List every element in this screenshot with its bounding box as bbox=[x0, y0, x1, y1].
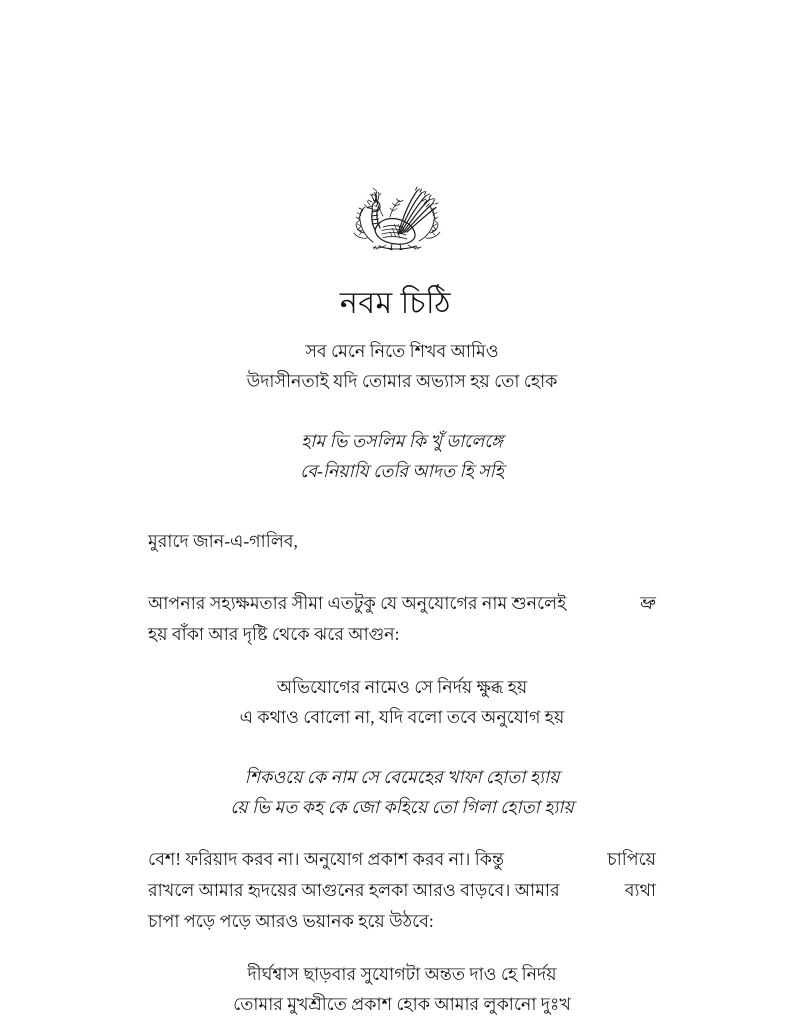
paragraph-one-line-1 bbox=[148, 588, 656, 619]
transliteration-block-two bbox=[148, 762, 656, 822]
verse-block-one bbox=[148, 336, 656, 396]
translit-two-line-2: য়ে ভি মত কহ কে জো কহিয়ে তো গিলা হোতা হ্যায় bbox=[230, 797, 574, 817]
page-title: নবম চিঠি bbox=[339, 287, 452, 321]
paragraph-two-line-1-b: চাপিয়ে bbox=[607, 849, 656, 869]
paragraph-two-line-2 bbox=[148, 875, 656, 906]
verse-two-line-1: অভিযোগের নামেও সে নির্দয় ক্ষুব্ধ হয় bbox=[276, 677, 528, 697]
paragraph-two-line-3: চাপা পড়ে পড়ে আরও ভয়ানক হয়ে উঠবে: bbox=[148, 911, 434, 931]
spacer bbox=[148, 822, 656, 844]
verse-one-line-1: সব মেনে নিতে শিখব আমিও bbox=[305, 341, 499, 361]
spacer bbox=[148, 573, 656, 588]
spacer bbox=[148, 486, 656, 508]
paragraph-one-line-2: হয় বাঁকা আর দৃষ্টি থেকে ঝরে আগুন: bbox=[148, 624, 400, 644]
translit-one-line-2: বে-নিয়াযি তেরি আদত হি সহি bbox=[300, 461, 504, 481]
translit-one-line-1: হাম ভি তসলিম কি খুঁ ডালেঙ্গে bbox=[301, 431, 503, 451]
transliteration-block-one bbox=[148, 426, 656, 486]
verse-three-line-1: দীর্ঘশ্বাস ছাড়বার সুযোগটা অন্তত দাও হে নির্দয় bbox=[247, 964, 557, 984]
translit-two-line-1: শিকওয়ে কে নাম সে বেমেহের খাফা হোতা হ্যায় bbox=[244, 767, 560, 787]
paragraph-two bbox=[148, 844, 656, 937]
paragraph-two-line-2-b: ব্যথা bbox=[624, 880, 656, 900]
paragraph-one bbox=[148, 588, 656, 650]
ornament-container bbox=[0, 178, 791, 250]
spacer bbox=[148, 937, 656, 959]
verse-block-three bbox=[148, 959, 656, 1019]
verse-one-line-2: উদাসীনতাই যদি তোমার অভ্যাস হয় তো হোক bbox=[246, 371, 558, 391]
document-body bbox=[148, 336, 656, 1019]
spacer bbox=[148, 396, 656, 426]
verse-three-line-2: তোমার মুখশ্রীতে প্রকাশ হোক আমার লুকানো দুঃখ bbox=[233, 994, 571, 1014]
paragraph-one-line-1-a: আপনার সহ্যক্ষমতার সীমা এতটুকু যে অনুযোগের নাম শুনলেই bbox=[148, 593, 567, 613]
spacer bbox=[148, 650, 656, 672]
paragraph-two-line-1 bbox=[148, 844, 656, 875]
peacock-foliage-ornament bbox=[344, 178, 448, 250]
spacer bbox=[148, 732, 656, 762]
paragraph-two-line-2-a: রাখলে আমার হৃদয়ের আগুনের হলকা আরও বাড়বে। আমার bbox=[148, 880, 560, 900]
verse-two-line-2: এ কথাও বোলো না, যদি বলো তবে অনুযোগ হয় bbox=[239, 707, 565, 727]
salutation: মুরাদে জান-এ-গালিব, bbox=[148, 530, 298, 551]
paragraph-one-line-1-b: ভ্রু bbox=[640, 593, 656, 613]
paragraph-two-line-1-a: বেশ! ফরিয়াদ করব না। অনুযোগ প্রকাশ করব না। কিন্তু bbox=[148, 849, 505, 869]
verse-block-two bbox=[148, 672, 656, 732]
